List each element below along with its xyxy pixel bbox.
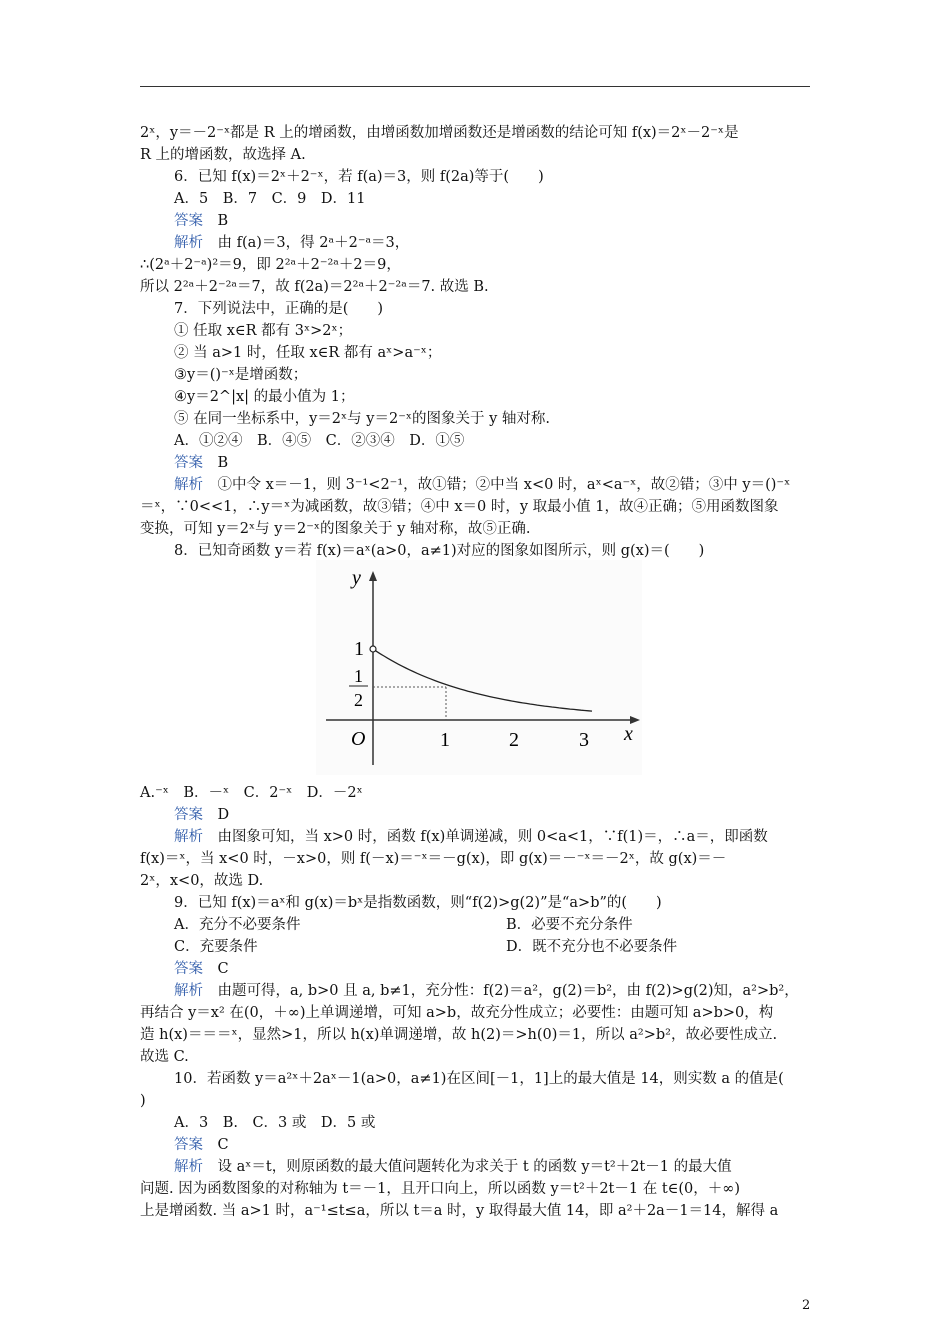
x-tick-2: 2 [509, 729, 519, 751]
exponential-graph [316, 560, 642, 775]
answer-label: 答案 [174, 961, 203, 977]
q7-analysis [174, 476, 790, 494]
analysis-label: 解析 [174, 477, 203, 493]
answer-label: 答案 [174, 213, 203, 229]
q7-analysis-2: ＝ˣ，∵0<<1，∴y＝ˣ为减函数，故③错；④中 x＝0 时，y 取最小值 1，故④正确；⑤用函数图象 [140, 499, 779, 515]
q8-options: A.⁻ˣ B．－ˣ C．2⁻ˣ D．－2ˣ [140, 785, 363, 801]
q10-analysis-2: 问题. 因为函数图象的对称轴为 t＝－1，且开口向上，所以函数 y＝t²＋2t－1 在 t∈(0，＋∞) [140, 1181, 740, 1197]
q8-analysis-2: f(x)＝ˣ，当 x<0 时，－x>0，则 f(－x)＝⁻ˣ＝－g(x)，即 g(x)＝－⁻ˣ＝－2ˣ，故 g(x)＝－ [140, 851, 727, 867]
q6-analysis [174, 234, 409, 252]
header-rule [140, 86, 810, 87]
q8-answer [174, 806, 229, 824]
analysis-text: 由图象可知，当 x>0 时，函数 f(x)单调递减，则 0<a<1，∵f(1)＝，∴a＝，即函数 [217, 829, 768, 845]
analysis-label: 解析 [174, 235, 203, 251]
q7-statement-2: ② 当 a>1 时，任取 x∈R 都有 aˣ>a⁻ˣ； [174, 345, 442, 361]
answer-value: B [217, 455, 229, 471]
y-tick-1: 1 [354, 638, 364, 660]
q10-stem: 10．若函数 y＝a²ˣ＋2aˣ－1(a>0，a≠1)在区间[－1，1]上的最大值是 14，则实数 a 的值是( [174, 1071, 784, 1087]
q9-stem: 9．已知 f(x)＝aˣ和 g(x)＝bˣ是指数函数，则“f(2)>g(2)”是“a>b”的( ) [174, 895, 662, 911]
origin-label: O [351, 728, 366, 750]
q9-answer [174, 960, 229, 978]
x-tick-1: 1 [440, 729, 450, 751]
q6-analysis-2: ∴(2ᵃ＋2⁻ᵃ)²＝9，即 2²ᵃ＋2⁻²ᵃ＋2＝9， [140, 257, 401, 273]
x-axis-label: x [624, 723, 633, 745]
q8-stem: 8．已知奇函数 y＝若 f(x)＝aˣ(a>0，a≠1)对应的图象如图所示，则 g(x)＝( ) [174, 543, 705, 559]
q10-answer [174, 1136, 229, 1154]
q6-stem: 6．已知 f(x)＝2ˣ＋2⁻ˣ，若 f(a)＝3，则 f(2a)等于( ) [174, 169, 544, 185]
answer-label: 答案 [174, 1137, 203, 1153]
q7-statement-3: ③y＝()⁻ˣ是增函数； [174, 367, 308, 383]
q10-analysis [174, 1158, 732, 1176]
q9-analysis [174, 982, 799, 1000]
x-tick-3: 3 [579, 729, 589, 751]
answer-label: 答案 [174, 807, 203, 823]
q9-analysis-3: 造 h(x)＝＝＝ˣ，显然>1，所以 h(x)单调递增，故 h(2)＝>h(0)＝1，所以 a²>b²，故必要性成立. [140, 1027, 778, 1043]
y-axis-label: y [352, 567, 361, 589]
answer-value: C [217, 1137, 229, 1153]
q7-options: A．①②④ B．④⑤ C．②③④ D．①⑤ [174, 433, 465, 449]
q7-answer [174, 454, 228, 472]
q9-option-b: B．必要不充分条件 [506, 917, 633, 933]
intro-line-1: 2ˣ，y＝－2⁻ˣ都是 R 上的增函数，由增函数加增函数还是增函数的结论可知 f(x)＝2ˣ－2⁻ˣ是 [140, 125, 739, 141]
q9-analysis-4: 故选 C. [140, 1049, 189, 1065]
open-point [370, 646, 376, 652]
analysis-label: 解析 [174, 829, 203, 845]
q7-analysis-3: 变换，可知 y＝2ˣ与 y＝2⁻ˣ的图象关于 y 轴对称，故⑤正确. [140, 521, 531, 537]
page-number: 2 [802, 1298, 811, 1313]
answer-label: 答案 [174, 455, 203, 471]
q9-analysis-2: 再结合 y＝x² 在(0，＋∞)上单调递增，可知 a>b，故充分性成立；必要性：由题可知 a>b>0，构 [140, 1005, 774, 1021]
q7-statement-5: ⑤ 在同一坐标系中，y＝2ˣ与 y＝2⁻ˣ的图象关于 y 轴对称. [174, 411, 551, 427]
analysis-text: ①中令 x＝－1，则 3⁻¹<2⁻¹，故①错；②中当 x<0 时，aˣ<a⁻ˣ，故②错；③中 y＝()⁻ˣ [217, 477, 791, 493]
analysis-label: 解析 [174, 1159, 203, 1175]
analysis-text: 设 aˣ＝t，则原函数的最大值问题转化为求关于 t 的函数 y＝t²＋2t－1 的最大值 [217, 1159, 732, 1175]
q10-stem-2: ) [140, 1093, 146, 1109]
q6-answer [174, 212, 228, 230]
q10-options: A．3 B. C．3 或 D．5 或 [174, 1115, 376, 1131]
answer-value: B [217, 213, 229, 229]
q6-analysis-3: 所以 2²ᵃ＋2⁻²ᵃ＝7，故 f(2a)＝2²ᵃ＋2⁻²ᵃ＝7. 故选 B. [140, 279, 489, 295]
analysis-text: 由 f(a)＝3，得 2ᵃ＋2⁻ᵃ＝3， [217, 235, 410, 251]
q7-stem: 7．下列说法中，正确的是( ) [174, 301, 384, 317]
analysis-text: 由题可得，a, b>0 且 a, b≠1，充分性：f(2)＝a²，g(2)＝b²，由 f(2)>g(2)知，a²>b²， [217, 983, 799, 999]
q7-statement-4: ④y＝2^|x| 的最小值为 1； [174, 389, 355, 405]
analysis-label: 解析 [174, 983, 203, 999]
q7-statement-1: ① 任取 x∈R 都有 3ˣ>2ˣ； [174, 323, 353, 339]
y-tick-half-numerator: 1 [354, 666, 363, 686]
intro-line-2: R 上的增函数，故选择 A. [140, 147, 306, 163]
q9-option-a: A．充分不必要条件 [174, 917, 301, 933]
answer-value: D [217, 807, 230, 823]
q6-options: A．5 B．7 C．9 D．11 [174, 191, 366, 207]
q8-analysis [174, 828, 768, 846]
q10-analysis-3: 上是增函数. 当 a>1 时，a⁻¹≤t≤a，所以 t＝a 时，y 取得最大值 14，即 a²＋2a－1＝14，解得 a [140, 1203, 779, 1219]
q9-option-d: D．既不充分也不必要条件 [506, 939, 678, 955]
q8-analysis-3: 2ˣ，x<0，故选 D. [140, 873, 264, 889]
y-tick-half-denominator: 2 [354, 690, 363, 710]
answer-value: C [217, 961, 229, 977]
q9-option-c: C．充要条件 [174, 939, 258, 955]
